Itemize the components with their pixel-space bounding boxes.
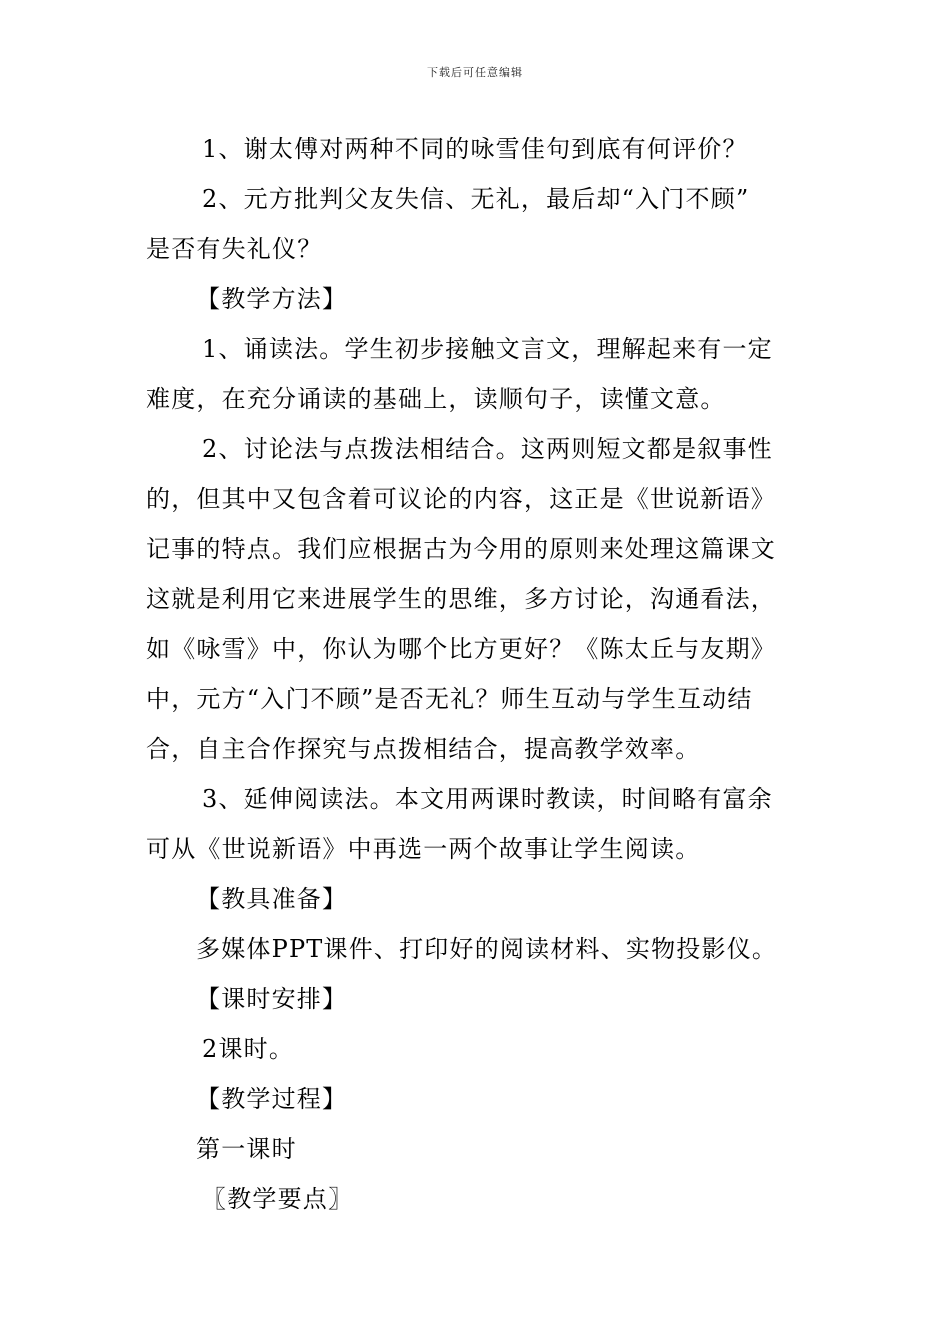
teaching-points-heading: 〖教学要点〗 (202, 1185, 354, 1213)
method-2-line-7: 合，自主合作探究与点拨相结合，提高教学效率。 (146, 735, 701, 763)
section-heading-teaching-methods: 【教学方法】 (196, 285, 348, 313)
document-body (146, 124, 811, 1224)
method-2-line-2: 的，但其中又包含着可议论的内容，这正是《世说新语》 (146, 485, 776, 513)
first-lesson-label: 第一课时 (196, 1135, 297, 1163)
section-heading-teaching-tools: 【教具准备】 (196, 885, 348, 913)
section-heading-schedule: 【课时安排】 (196, 985, 348, 1013)
method-3-line-1: 3、延伸阅读法。本文用两课时教读，时间略有富余 (202, 785, 773, 813)
method-2-line-5: 如《咏雪》中，你认为哪个比方更好？《陈太丘与友期》 (146, 635, 776, 663)
schedule-text: 2课时。 (202, 1035, 295, 1063)
method-1-line-2: 难度，在充分诵读的基础上，读顺句子，读懂文意。 (146, 385, 726, 413)
method-2-line-4: 这就是利用它来进展学生的思维，多方讨论，沟通看法， (146, 585, 776, 613)
method-3-line-2: 可从《世说新语》中再选一两个故事让学生阅读。 (146, 835, 701, 863)
question-2-line-2: 是否有失礼仪？ (146, 235, 323, 263)
method-2-line-3: 记事的特点。我们应根据古为今用的原则来处理这篇课文 (146, 535, 776, 563)
method-1-line-1: 1、诵读法。学生初步接触文言文，理解起来有一定 (202, 335, 773, 363)
header-note: 下载后可任意编辑 (427, 66, 523, 79)
method-2-line-6: 中，元方“入门不顾”是否无礼？师生互动与学生互动结 (146, 685, 753, 713)
question-1: 1、谢太傅对两种不同的咏雪佳句到底有何评价？ (202, 135, 748, 163)
question-2-line-1: 2、元方批判父友失信、无礼，最后却“入门不顾” (202, 185, 750, 213)
teaching-tools-text: 多媒体PPT课件、打印好的阅读材料、实物投影仪。 (196, 935, 778, 963)
section-heading-process: 【教学过程】 (196, 1085, 348, 1113)
method-2-line-1: 2、讨论法与点拨法相结合。这两则短文都是叙事性 (202, 435, 773, 463)
